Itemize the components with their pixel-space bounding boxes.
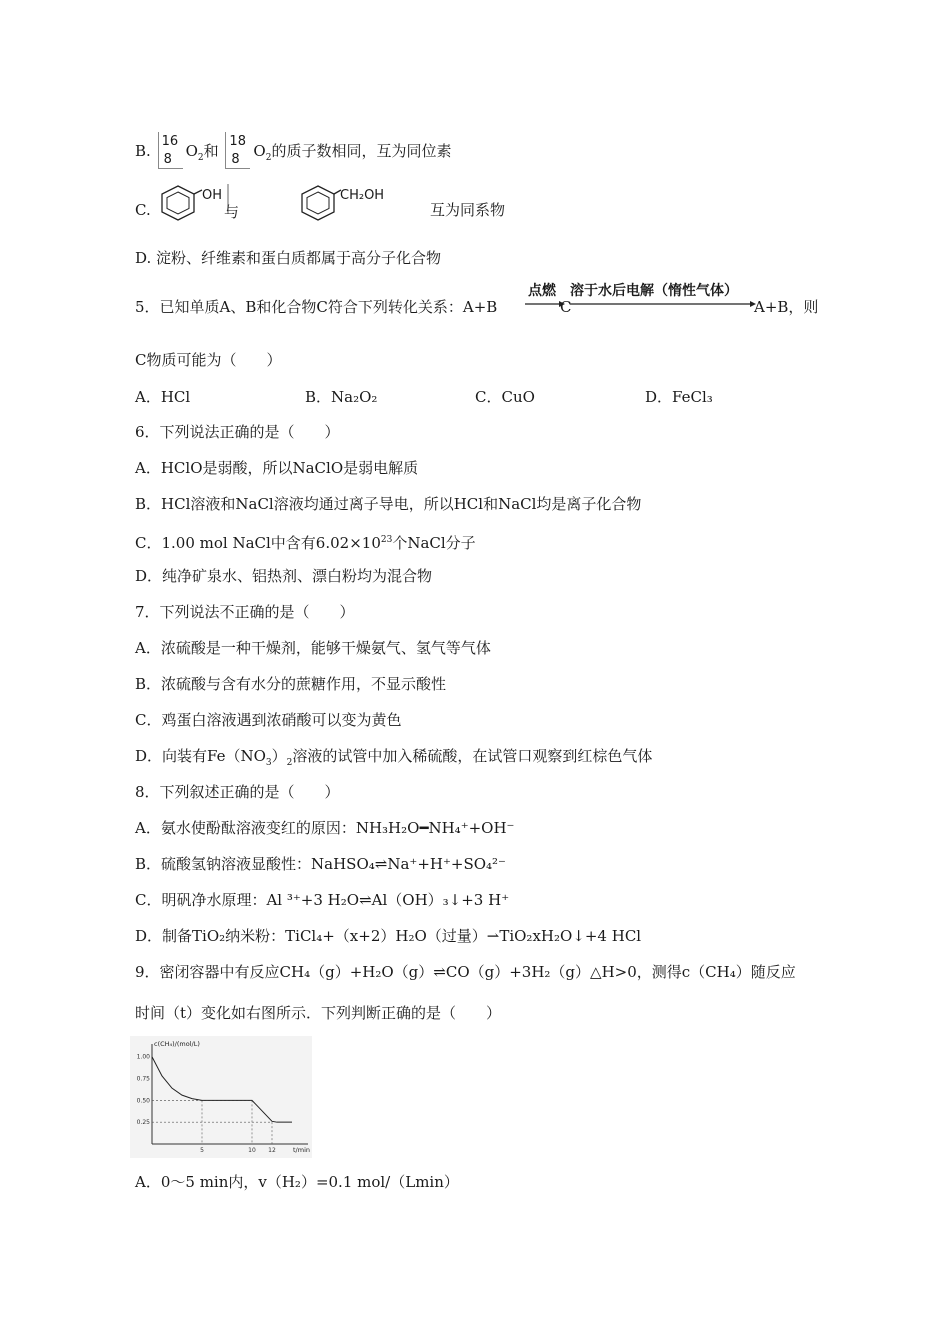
- q9-line1: 9．密闭容器中有反应CH₄（g）+H₂O（g）⇌CO（g）+3H₂（g）△H>0，测得c（CH₄）随反应: [135, 963, 796, 981]
- q4-option-d: D. 淀粉、纤维素和蛋白质都属于高分子化合物: [135, 249, 442, 267]
- x-tick-label: 5: [200, 1147, 204, 1154]
- arrow1: [525, 300, 565, 308]
- q6-option-a: A．HClO是弱酸，所以NaClO是弱电解质: [135, 459, 419, 477]
- q4-b-prefix: B.: [135, 142, 151, 160]
- q8-option-b: B．硫酸氢钠溶液显酸性：NaHSO₄⇌Na⁺+H⁺+SO₄²⁻: [135, 855, 506, 873]
- q9-line2: 时间（t）变化如右图所示．下列判断正确的是（ ）: [135, 1004, 502, 1022]
- q4-b-tail: 的质子数相同，互为同位素: [271, 142, 452, 160]
- q6-c-sup: 23: [380, 535, 393, 545]
- o2-formula: O: [253, 142, 266, 160]
- arrow1-label: 点燃: [528, 283, 556, 299]
- y-tick-label: 1.00: [136, 1053, 150, 1061]
- q5-line2: C物质可能为（ ）: [135, 351, 282, 369]
- q8-stem: 8．下列叙述正确的是（ ）: [135, 783, 340, 801]
- arrow2: [570, 300, 756, 308]
- q5-option-c: C．CuO: [475, 388, 535, 406]
- q5-option-b: B．Na₂O₂: [305, 388, 378, 406]
- q7-option-a: A．浓硫酸是一种干燥剂，能够干燥氨气、氢气等气体: [135, 639, 491, 657]
- phenol-oh-label: OH: [202, 188, 223, 203]
- q6-c-post: 个NaCl分子: [392, 534, 476, 552]
- mass-number: 18: [229, 134, 246, 149]
- q7-option-c: C．鸡蛋白溶液遇到浓硝酸可以变为黄色: [135, 711, 402, 729]
- q6-option-d: D．纯净矿泉水、铝热剂、漂白粉均为混合物: [135, 567, 433, 585]
- y-tick-label: 0.50: [136, 1097, 150, 1105]
- y-tick-label: 0.75: [136, 1075, 150, 1083]
- q6-stem: 6．下列说法正确的是（ ）: [135, 423, 340, 441]
- benzyl-alcohol-structure: [298, 180, 342, 228]
- q5-mid: C: [560, 298, 572, 316]
- o2-sub: 2: [265, 153, 272, 163]
- q4-option-c: [135, 200, 151, 220]
- isotope-18o: [223, 132, 253, 172]
- mass-number: 16: [161, 134, 179, 149]
- ch4-concentration-chart: [130, 1036, 312, 1158]
- x-tick-label: 10: [248, 1147, 256, 1154]
- q9-option-a: A．0～5 min内，v（H₂）=0.1 mol/（Lmin）: [135, 1173, 459, 1191]
- q4-c-prefix: C.: [135, 201, 151, 219]
- o2-formula: O: [185, 142, 198, 160]
- y-axis-label: c(CH₄)/(mol/L): [154, 1040, 200, 1048]
- benzyl-ch2oh-label: CH₂OH: [340, 188, 385, 203]
- x-tick-label: 12: [268, 1147, 276, 1154]
- q7-stem: 7．下列说法不正确的是（ ）: [135, 603, 355, 621]
- q7-option-d: [135, 746, 652, 773]
- q8-option-d: D．制备TiO₂纳米粉：TiCl₄+（x+2）H₂O（过量）⇀TiO₂xH₂O↓+4 HCl: [135, 927, 642, 945]
- atomic-number: 8: [163, 152, 172, 167]
- and-text: 和: [203, 142, 219, 160]
- y-tick-label: 0.25: [136, 1119, 150, 1127]
- arrow2-label: 溶于水后电解（惰性气体）: [570, 283, 738, 299]
- q8-option-c: C．明矾净水原理：Al ³⁺+3 H₂O⇌Al（OH）₃↓+3 H⁺: [135, 891, 510, 909]
- isotope-16o: [156, 132, 186, 172]
- q5-option-a: A．HCl: [135, 388, 191, 406]
- o2-sub: 2: [197, 153, 204, 163]
- q7-d-mid: ）: [271, 747, 287, 765]
- q5-option-d: D．FeCl₃: [645, 388, 713, 406]
- q7-option-b: B．浓硫酸与含有水分的蔗糖作用，不显示酸性: [135, 675, 447, 693]
- q7-d-sub: 3: [265, 758, 272, 768]
- q6-c-pre: C．1.00 mol NaCl中含有6.02×10: [135, 534, 381, 552]
- q8-option-a: A．氨水使酚酞溶液变红的原因：NH₃H₂O━NH₄⁺+OH⁻: [135, 819, 515, 837]
- atomic-number: 8: [231, 152, 240, 167]
- q7-d-post: 溶液的试管中加入稀硫酸，在试管口观察到红棕色气体: [292, 747, 653, 765]
- q5-stem: 5．已知单质A、B和化合物C符合下列转化关系：A+B: [135, 298, 498, 316]
- q5-end: A+B，则: [754, 298, 819, 316]
- q6-option-b: B．HCl溶液和NaCl溶液均通过离子导电，所以HCl和NaCl均是离子化合物: [135, 495, 642, 513]
- q7-d-sub2: 2: [286, 758, 293, 768]
- q6-option-c: [135, 530, 476, 553]
- q4-c-tail: 互为同系物: [430, 201, 506, 219]
- q7-d-pre: D．向装有Fe（NO: [135, 747, 266, 765]
- with-text: 与: [224, 203, 240, 221]
- q4-option-b: [135, 132, 451, 172]
- x-axis-label: t/min: [293, 1146, 310, 1154]
